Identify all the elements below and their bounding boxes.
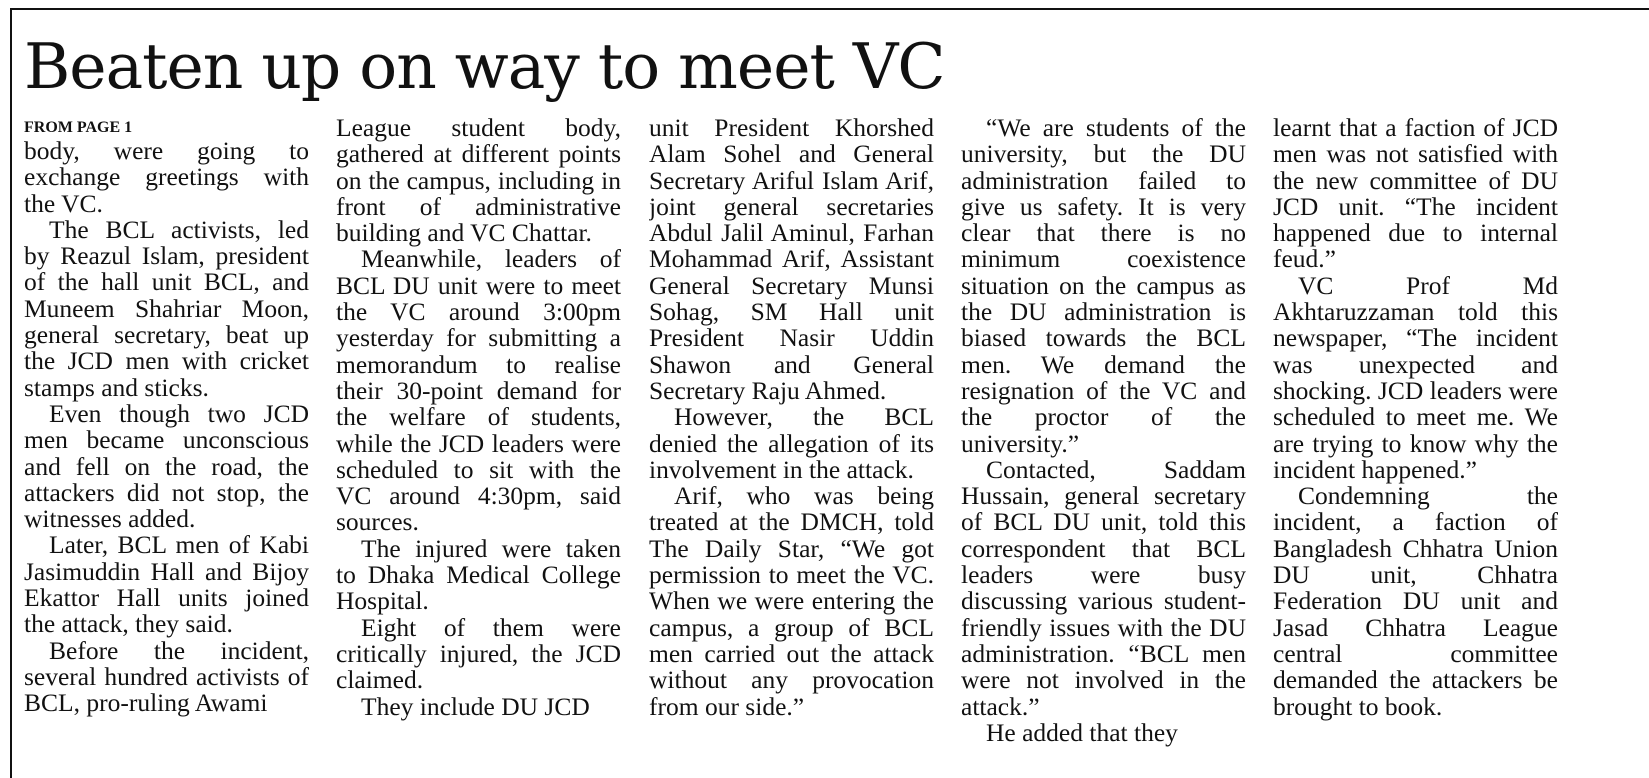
paragraph: body, were going to exchange greetings with the VC. [24, 136, 309, 218]
paragraph: The injured were taken to Dhaka Medical College Hospital. [336, 533, 621, 616]
paragraph: Before the incident, several hundred activists of BCL, pro-ruling Awami [24, 635, 309, 718]
article-column-2 [336, 115, 621, 778]
paragraph: learnt that a faction of JCD men was not satisfied with the new committee of DU JCD unit. “The incident happened due to internal feud.” [1273, 115, 1558, 274]
article-headline: Beaten up on way to meet VC [24, 30, 945, 103]
top-border-rule [10, 8, 1649, 10]
paragraph: Even though two JCD men became unconscious and fell on the road, the attackers did not stop, the witnesses added. [24, 398, 309, 534]
paragraph: Arif, who was being treated at the DMCH, told The Daily Star, “We got permission to meet the VC. When we were entering the campus, a group of BCL men carried out the attack without any provocation from our side.” [649, 481, 934, 721]
paragraph: Later, BCL men of Kabi Jasimuddin Hall and Bijoy Ekattor Hall units joined the attack, they said. [24, 530, 309, 639]
paragraph: Meanwhile, leaders of BCL DU unit were to meet the VC around 3:00pm yesterday for submitting a memorandum to realise their 30-point demand for the welfare of students, while the JCD leaders were scheduled to sit with the VC around 4:30pm, said sources. [336, 244, 621, 537]
paragraph: League student body, gathered at different points on the campus, including in front of administrative building and VC Chattar. [336, 115, 621, 248]
paragraph: “We are students of the university, but the DU administration failed to give us safety. It is very clear that there is no minimum coexistence situation on the campus as the DU administration is biased towards the BCL men. We demand the resignation of the VC and the proctor of the university.” [961, 115, 1246, 458]
article-column-5 [1273, 115, 1558, 778]
left-border-rule [10, 8, 12, 778]
paragraph: Contacted, Saddam Hussain, general secretary of BCL DU unit, told this correspondent that BCL leaders were busy discussing various student-friendly issues with the DU administration. “BCL men were not involved in the attack.” [961, 454, 1246, 721]
paragraph: He added that they [986, 717, 1178, 747]
paragraph: They include DU JCD [361, 691, 590, 721]
paragraph: VC Prof Md Akhtaruzzaman told this newspaper, “The incident was unexpected and shocking. JCD leaders were scheduled to meet me. We are trying to know why the incident happened.” [1273, 270, 1558, 484]
paragraph: The BCL activists, led by Reazul Islam, president of the hall unit BCL, and Muneem Shahriar Moon, general secretary, beat up the JCD men with cricket stamps and sticks. [24, 214, 309, 402]
article-column-3 [649, 115, 934, 778]
paragraph: However, the BCL denied the allegation of its involvement in the attack. [649, 402, 934, 484]
paragraph: unit President Khorshed Alam Sohel and General Secretary Ariful Islam Arif, joint general secretaries Abdul Jalil Aminul, Farhan Mohammad Arif, Assistant General Secretary Munsi Sohag, SM Hall unit President Nasir Uddin Shawon and General Secretary Raju Ahmed. [649, 115, 934, 405]
continuation-kicker: FROM PAGE 1 [24, 119, 133, 136]
article-column-4 [961, 115, 1246, 778]
paragraph: Condemning the incident, a faction of Bangladesh Chhatra Union DU unit, Chhatra Federation DU unit and Jasad Chhatra League central committee demanded the attackers be brought to book. [1273, 481, 1558, 721]
paragraph: Eight of them were critically injured, the JCD claimed. [336, 612, 621, 695]
article-column-1 [24, 115, 309, 778]
